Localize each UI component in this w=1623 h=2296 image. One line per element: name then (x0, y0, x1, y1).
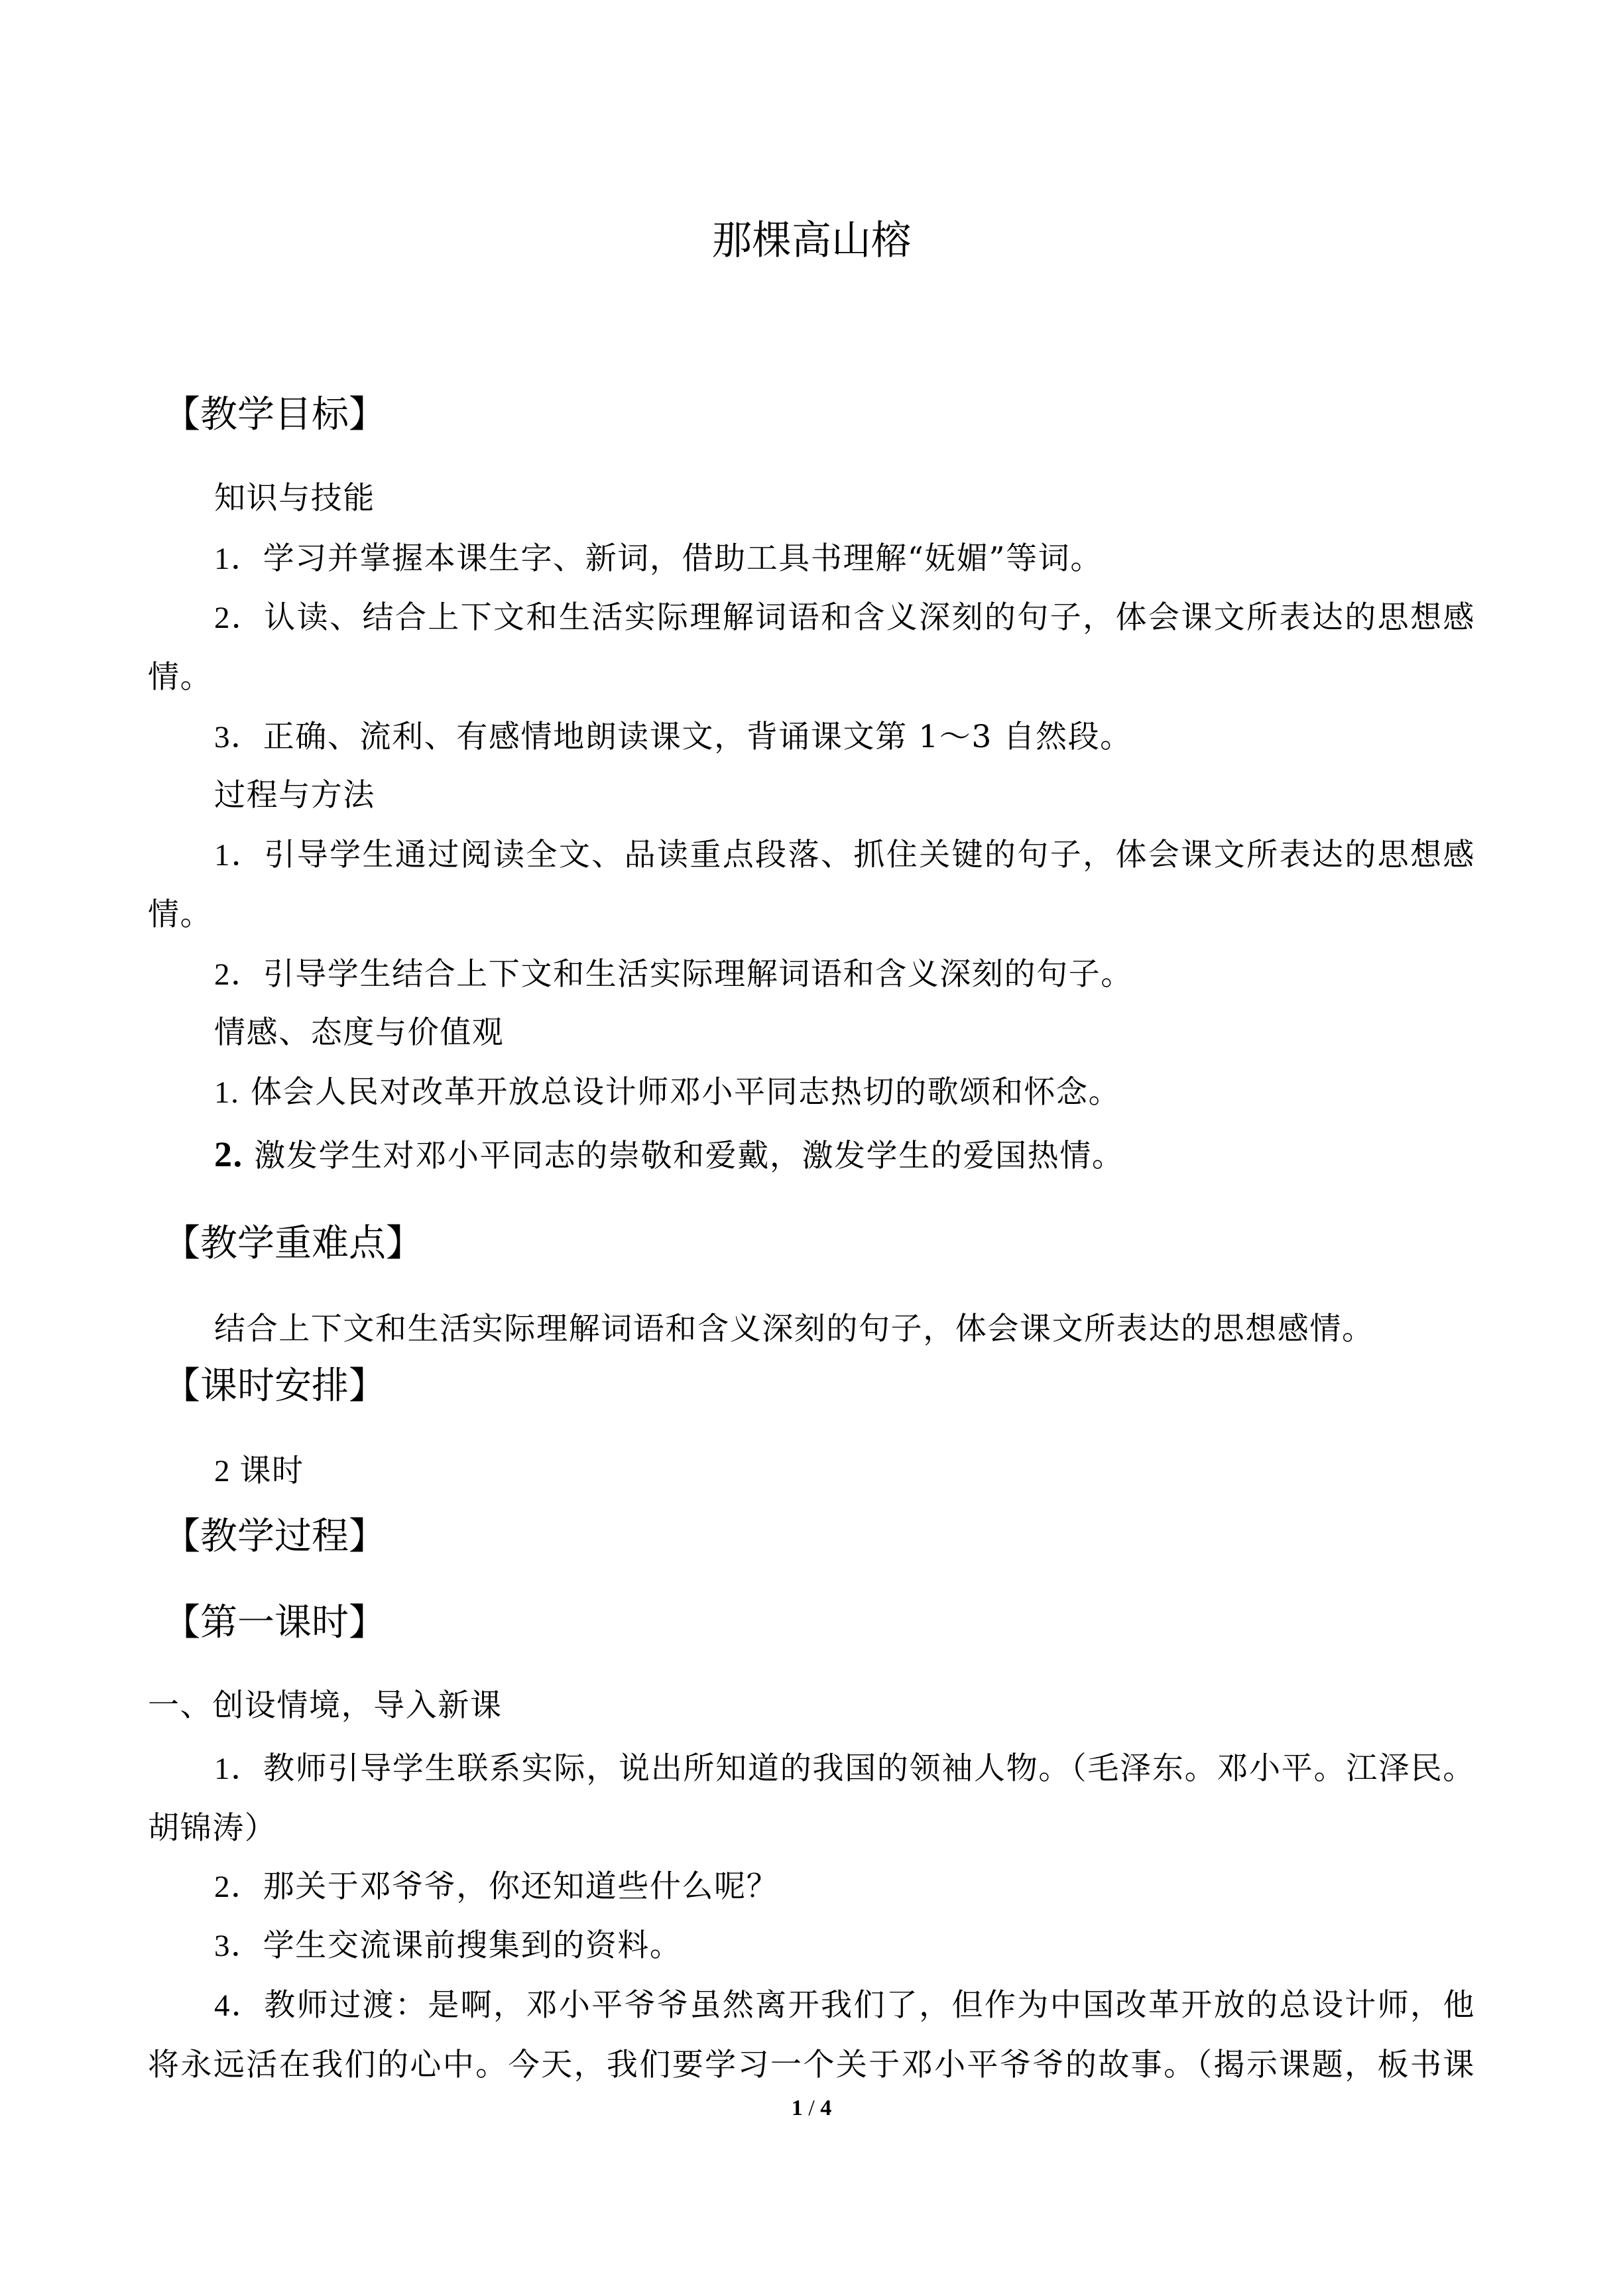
list-item (214, 1074, 1121, 1111)
item-number: 3． (214, 720, 263, 755)
document-title: 那棵高山榕 (712, 217, 911, 264)
item-text: 教师引导学生联系实际，说出所知道的我国的领袖人物。（毛泽东。邓小平。江泽民。 (263, 1750, 1475, 1787)
section-heading-objectives: 【教学目标】 (163, 393, 386, 436)
list-item-continuation: 胡锦涛） (148, 1810, 277, 1846)
item-text: 体会人民对改革开放总设计师邓小平同志热切的歌颂和怀念。 (251, 1074, 1121, 1111)
section-heading-key-points: 【教学重难点】 (163, 1222, 423, 1265)
list-item (214, 956, 1133, 993)
part-heading-intro: 一、创设情境，导入新课 (148, 1687, 503, 1724)
item-number: 1. (214, 1075, 240, 1110)
list-item (214, 1750, 1475, 1787)
schedule-text: 2 课时 (214, 1454, 304, 1488)
item-number: 2. (214, 1134, 243, 1174)
section-heading-lesson-one: 【第一课时】 (163, 1601, 386, 1644)
list-item (214, 540, 1103, 577)
list-item-continuation: 情。 (148, 659, 213, 695)
list-item-continuation: 情。 (148, 896, 213, 933)
subheading-knowledge: 知识与技能 (214, 480, 375, 516)
item-number: 2． (214, 957, 263, 992)
subheading-process: 过程与方法 (214, 777, 375, 814)
list-item (214, 1927, 682, 1964)
page-separator: / (802, 2096, 821, 2120)
list-item (214, 1987, 1476, 2024)
item-number: 2． (214, 601, 265, 635)
item-text: 学习并掌握本课生字、新词，借助工具书理解“妩媚”等词。 (263, 540, 1103, 577)
item-text: 引导学生结合上下文和生活实际理解词语和含义深刻的句子。 (263, 956, 1133, 993)
list-item (214, 839, 1475, 871)
item-number: 1． (214, 1752, 263, 1786)
section-heading-schedule: 【课时安排】 (163, 1364, 386, 1408)
list-item (214, 1868, 779, 1905)
item-text: 引导学生通过阅读全文、品读重点段落、抓住关键的句子，体会课文所表达的思想感 (264, 837, 1476, 873)
key-points-text: 结合上下文和生活实际理解词语和含义深刻的句子，体会课文所表达的思想感情。 (214, 1311, 1374, 1347)
item-text: 教师过渡：是啊，邓小平爷爷虽然离开我们了，但作为中国改革开放的总设计师，他 (264, 1987, 1476, 2024)
item-text: 认读、结合上下文和生活实际理解词语和含义深刻的句子，体会课文所表达的思想感 (264, 599, 1476, 636)
total-pages: 4 (820, 2096, 832, 2120)
list-item (214, 599, 1476, 636)
item-number: 2． (214, 1870, 263, 1904)
item-number: 4． (214, 1988, 265, 2023)
section-heading-process: 【教学过程】 (163, 1515, 386, 1558)
page-number (0, 2097, 1623, 2120)
list-item-continuation: 将永远活在我们的心中。今天，我们要学习一个关于邓小平爷爷的故事。（揭示课题，板书课 (148, 2047, 1475, 2083)
current-page: 1 (791, 2096, 803, 2120)
item-text: 那关于邓爷爷，你还知道些什么呢？ (263, 1868, 779, 1905)
item-number: 3． (214, 1929, 263, 1963)
list-item (214, 721, 1132, 753)
item-number: 1． (214, 838, 265, 873)
item-text: 激发学生对邓小平同志的崇敬和爱戴，激发学生的爱国热情。 (254, 1138, 1124, 1174)
list-item (214, 1136, 1124, 1172)
item-text: 学生交流课前搜集到的资料。 (263, 1927, 682, 1964)
subheading-emotion: 情感、态度与价值观 (214, 1014, 505, 1051)
item-text: 正确、流利、有感情地朗读课文，背诵课文第 1～3 自然段。 (263, 719, 1132, 755)
item-number: 1． (214, 542, 263, 576)
